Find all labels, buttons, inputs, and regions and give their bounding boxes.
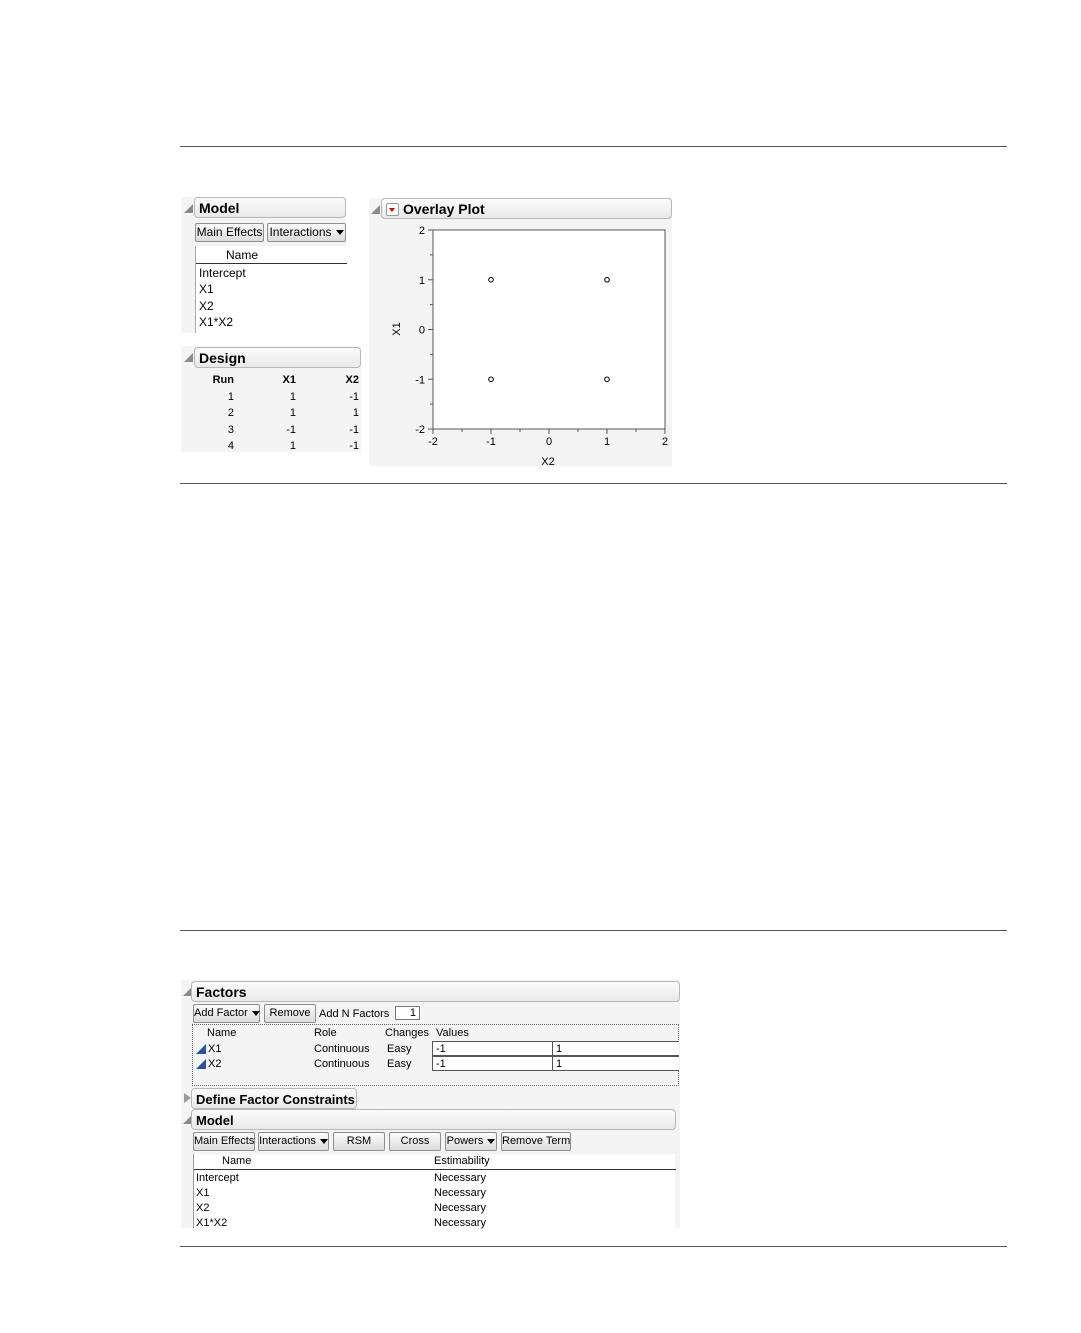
term-estimability[interactable]: Necessary [434,1172,486,1184]
overlay-plot-title-bar [381,198,672,219]
cross-label: Cross [400,1135,430,1147]
y-axis-label: X1 [391,322,403,336]
data-point[interactable] [605,277,610,282]
model-terms-table[interactable] [193,1154,675,1228]
table-cell: -1 [286,424,296,436]
term-estimability[interactable]: Necessary [434,1217,486,1229]
factor-name-x2[interactable] [196,1058,221,1070]
chevron-down-icon [252,1011,260,1016]
y-tick-label: -1 [415,374,425,387]
divider-top [180,146,1007,147]
expand-icon[interactable] [184,1093,191,1103]
powers-label: Powers [446,1135,484,1147]
y-tick-label: 1 [418,274,425,287]
table-cell: 2 [227,407,234,419]
plot-frame [433,230,665,429]
y-tick-label: 0 [418,324,425,337]
list-item[interactable]: X2 [199,299,214,313]
y-tick-label: -2 [415,424,425,436]
table-cell: -1 [349,440,359,452]
collapse-icon[interactable] [371,205,380,214]
factor-high-value-input[interactable]: 1 [552,1041,679,1056]
design-panel-title: Design [194,347,361,368]
model-terms-list[interactable] [195,246,346,333]
divider-bottom [180,1246,1007,1247]
chevron-down-icon [320,1139,328,1144]
add-factor-label: Add Factor [194,1007,248,1019]
table-cell: -1 [349,391,359,403]
term-name[interactable]: X1*X2 [196,1217,228,1229]
add-n-factors-label: Add N Factors [319,1008,390,1020]
term-name[interactable]: Intercept [196,1172,239,1184]
model-panel-2-title: Model [191,1109,676,1130]
design-header-x2: X2 [345,374,359,386]
x-tick-label: 0 [545,436,553,448]
remove-label: Remove [269,1007,311,1019]
powers-button[interactable] [445,1132,497,1151]
term-name[interactable]: X1 [196,1187,210,1199]
table-cell: 1 [227,391,234,403]
main-effects-label: Main Effects [194,1135,255,1147]
cross-button[interactable] [389,1132,441,1151]
remove-button[interactable] [264,1004,316,1023]
table-cell: -1 [349,424,359,436]
continuous-factor-icon [196,1044,206,1054]
factor-role: Continuous [314,1043,370,1055]
red-triangle-menu-icon[interactable] [386,203,399,216]
y-tick-label: 2 [418,225,425,237]
data-point[interactable] [605,377,610,382]
x-tick-label: -1 [486,436,496,448]
continuous-factor-icon [196,1059,206,1069]
interactions-button[interactable] [258,1132,329,1151]
main-effects-button[interactable] [195,223,264,242]
data-point[interactable] [489,277,494,282]
data-point[interactable] [489,377,494,382]
divider [180,930,1007,931]
factors-header-values: Values [436,1027,469,1039]
table-cell: 3 [227,424,234,436]
factor-changes: Easy [387,1043,412,1055]
constraints-panel-title[interactable]: Define Factor Constraints [191,1088,357,1109]
list-item[interactable]: X1*X2 [199,315,234,329]
table-cell: 1 [289,407,296,419]
add-n-factors-input[interactable]: 1 [395,1006,420,1020]
collapse-icon[interactable] [184,353,193,362]
factor-role: Continuous [314,1058,370,1070]
x-tick-label: 1 [603,436,611,448]
factors-panel-title: Factors [191,981,680,1002]
collapse-icon[interactable] [184,204,193,213]
factor-name-label: X2 [208,1058,222,1070]
interactions-button[interactable] [267,223,346,242]
term-name[interactable]: X2 [196,1202,210,1214]
design-header-run: Run [212,374,234,386]
remove-term-label: Remove Term [502,1135,571,1147]
table-cell: 4 [227,440,234,452]
factor-changes: Easy [387,1058,412,1070]
scatter-plot [369,222,672,466]
main-effects-label: Main Effects [196,225,263,239]
model-header-estimability: Estimability [434,1155,490,1167]
factor-name-x1[interactable] [196,1043,221,1055]
term-estimability[interactable]: Necessary [434,1202,486,1214]
interactions-label: Interactions [259,1135,316,1147]
name-column-header: Name [226,248,259,262]
x-tick-label: 2 [661,436,669,448]
factor-name-label: X1 [208,1043,222,1055]
table-cell: 1 [289,440,296,452]
list-item[interactable]: X1 [199,282,214,296]
model-panel-title: Model [194,197,346,218]
factors-header-role: Role [314,1027,337,1039]
rsm-label: RSM [346,1135,372,1147]
model-header-name: Name [222,1155,252,1167]
divider [180,483,1007,484]
factor-high-value-input[interactable]: 1 [552,1056,679,1071]
factor-low-value-input[interactable]: -1 [432,1056,553,1071]
remove-term-button[interactable] [501,1132,571,1151]
x-tick-label: -2 [428,436,438,448]
overlay-plot-title: Overlay Plot [403,201,485,217]
add-factor-button[interactable] [193,1004,260,1023]
factors-header-name: Name [207,1027,237,1039]
x-axis-label: X2 [541,456,555,466]
rsm-button[interactable] [333,1132,385,1151]
table-cell: 1 [352,407,359,419]
design-header-x1: X1 [282,374,296,386]
table-border [432,1070,679,1071]
interactions-label: Interactions [269,225,332,239]
main-effects-button[interactable] [193,1132,255,1151]
factor-low-value-input[interactable]: -1 [432,1041,553,1056]
chevron-down-icon [336,230,344,235]
table-cell: 1 [289,391,296,403]
chevron-down-icon [487,1139,495,1144]
list-item[interactable]: Intercept [199,266,246,280]
factors-header-changes: Changes [385,1027,430,1039]
term-estimability[interactable]: Necessary [434,1187,486,1199]
